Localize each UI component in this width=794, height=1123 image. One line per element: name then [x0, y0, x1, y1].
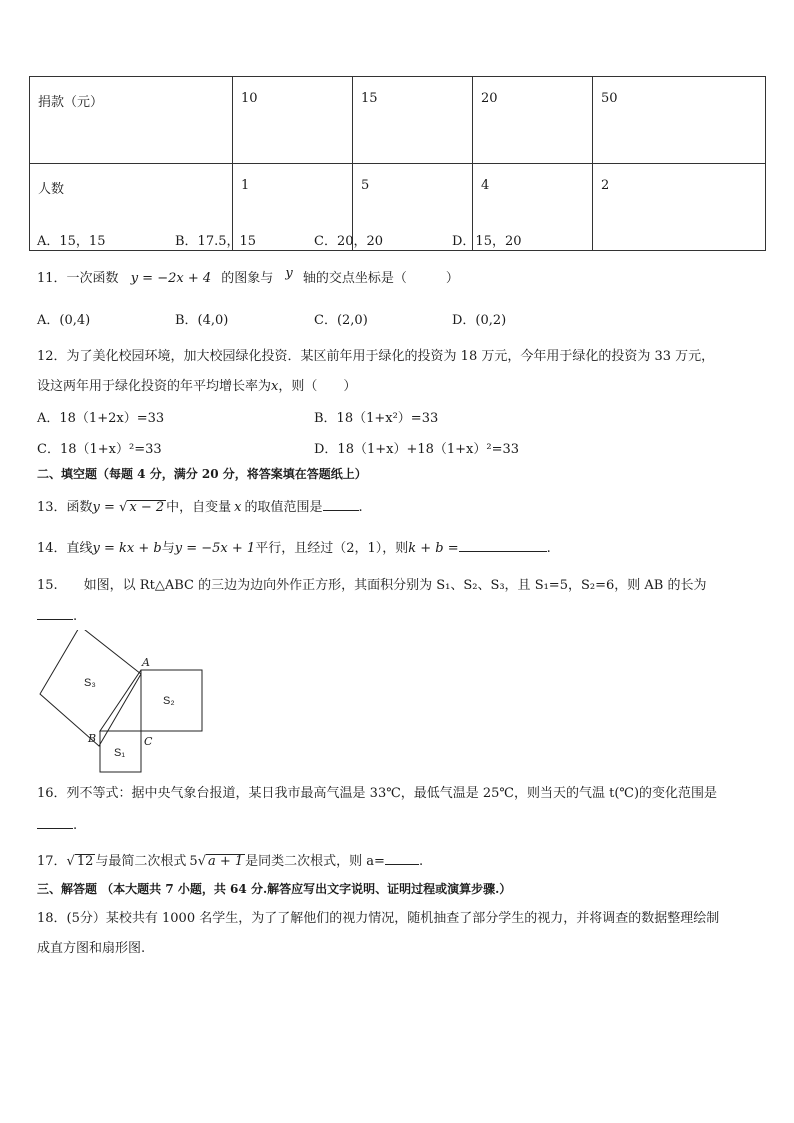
q14-f1: y = kx + b — [92, 541, 162, 556]
q12-line1: 12．为了美化校园环境，加大校园绿化投资．某区前年用于绿化的投资为 18 万元，今年用于绿化的投资为 33 万元， — [37, 349, 715, 364]
q13-answer-blank[interactable] — [323, 497, 359, 511]
label-b: B — [88, 732, 97, 745]
q13-suffix: 的取值范围是 — [244, 500, 323, 515]
q17-radicand1: 12 — [76, 854, 94, 869]
q14-end: . — [546, 541, 551, 556]
section-3-heading: 三、解答题 （本大题共 7 小题，共 64 分.解答应写出文字说明、证明过程或演算步骤.） — [37, 882, 512, 896]
q10-option-c: C．20，20 — [314, 234, 384, 249]
table-cell: 5 — [353, 164, 473, 251]
q13-end: . — [358, 500, 363, 515]
q14-f2: y = −5x + 1 — [174, 541, 256, 556]
q14-stem — [37, 537, 551, 556]
section-2-heading: 二、填空题（每题 4 分，满分 20 分，将答案填在答题纸上） — [37, 467, 367, 481]
q16-line1: 16．列不等式：据中央气象台报道，某日我市最高气温是 33℃，最低气温是 25℃，则当天的气温 t(℃)的变化范围是 — [37, 786, 718, 801]
q12-line2-var: x — [271, 379, 279, 394]
q13-prefix: 13．函数 — [37, 500, 93, 515]
q14-kb: k + b = — [408, 541, 459, 556]
q14-suffix: 平行，且经过（2，1），则 — [255, 541, 409, 556]
label-s1: S₁ — [114, 747, 126, 759]
q13-radicand: x − 2 — [129, 500, 165, 515]
label-s3: S₃ — [84, 677, 96, 689]
q12-line2-b: ，则（ ） — [278, 379, 357, 394]
q10-option-b: B．17.5，15 — [175, 234, 257, 249]
q14-answer-blank[interactable] — [459, 538, 547, 552]
q17-prefix: 17． — [37, 854, 67, 869]
q13-var: x — [234, 500, 242, 515]
q11-option-b: B．(4,0) — [175, 313, 229, 328]
q18-line1: 18．(5分）某校共有 1000 名学生，为了了解他们的视力情况，随机抽查了部分学生的视力，并将调查的数据整理绘制 — [37, 911, 720, 926]
q12-option-b: B．18（1+x²）=33 — [314, 411, 439, 426]
table-cell: 15 — [353, 77, 473, 164]
table-cell: 2 — [593, 164, 766, 251]
q12-line2 — [37, 375, 356, 394]
table-cell: 1 — [233, 164, 353, 251]
q12-option-a: A．18（1+2x）=33 — [37, 411, 165, 426]
q16-end: . — [73, 818, 78, 833]
q17-answer-blank[interactable] — [385, 851, 419, 865]
q11-option-c: C．(2,0) — [314, 313, 368, 328]
label-a: A — [142, 656, 150, 669]
q17-end: . — [418, 854, 424, 869]
q11-prefix: 11．一次函数 — [37, 271, 119, 286]
label-c: C — [144, 735, 153, 748]
q11-middle: 的图象与 — [221, 271, 274, 286]
q11-formula: y = −2x + 4 — [130, 271, 212, 286]
donation-table — [29, 76, 766, 251]
table-cell: 20 — [473, 77, 593, 164]
table-cell: 10 — [233, 77, 353, 164]
q16-line2 — [37, 815, 77, 833]
q12-option-d: D．18（1+x）+18（1+x）²=33 — [314, 442, 520, 457]
q17-radicand2: a + 1 — [207, 854, 244, 869]
table-cell: 人数 — [30, 164, 233, 251]
q18-line2: 成直方图和扇形图. — [37, 941, 146, 956]
q11-stem — [37, 267, 459, 286]
q12-option-c: C．18（1+x）²=33 — [37, 442, 162, 457]
q17-suffix: 是同类二次根式，则 a= — [245, 854, 385, 869]
q10-option-d: D．15，20 — [452, 234, 522, 249]
label-s2: S₂ — [163, 695, 175, 707]
q17-middle: 与最简二次根式 — [95, 854, 187, 869]
q12-line2-a: 设这两年用于绿化投资的年平均增长率为 — [37, 379, 272, 394]
q17-stem: 17．√ 12 与最简二次根式 5√ a + 1 是同类二次根式，则 a= . — [37, 850, 423, 869]
q13-lhs: y = — [92, 500, 115, 515]
q11-suffix: 轴的交点坐标是（ ） — [302, 271, 459, 286]
pythagoras-figure — [30, 630, 220, 780]
table-row — [30, 77, 766, 164]
q15-line1: 15. 如图，以 Rt△ABC 的三边为边向外作正方形，其面积分别为 S₁、S₂、S₃，且 S₁=5，S₂=6，则 AB 的长为 — [37, 578, 707, 593]
q11-option-d: D．(0,2) — [452, 313, 507, 328]
q13-stem: 13．函数y = √ x − 2 中，自变量 x 的取值范围是 . — [37, 496, 363, 515]
q13-middle: 中，自变量 — [166, 500, 232, 515]
table-cell: 50 — [593, 77, 766, 164]
q11-var: y — [285, 266, 293, 281]
triangle-abc — [100, 670, 141, 731]
table-row — [30, 164, 766, 251]
q10-option-a: A．15，15 — [37, 234, 106, 249]
q15-end: . — [73, 609, 78, 624]
table-cell: 4 — [473, 164, 593, 251]
q14-prefix: 14．直线 — [37, 541, 93, 556]
q15-answer-blank[interactable] — [37, 606, 73, 620]
q11-option-a: A．(0,4) — [37, 313, 91, 328]
q16-answer-blank[interactable] — [37, 815, 73, 829]
q15-line2 — [37, 606, 77, 624]
table-cell: 捐款（元） — [30, 77, 233, 164]
q17-coef: 5 — [189, 854, 198, 869]
q14-middle: 与 — [161, 541, 175, 556]
